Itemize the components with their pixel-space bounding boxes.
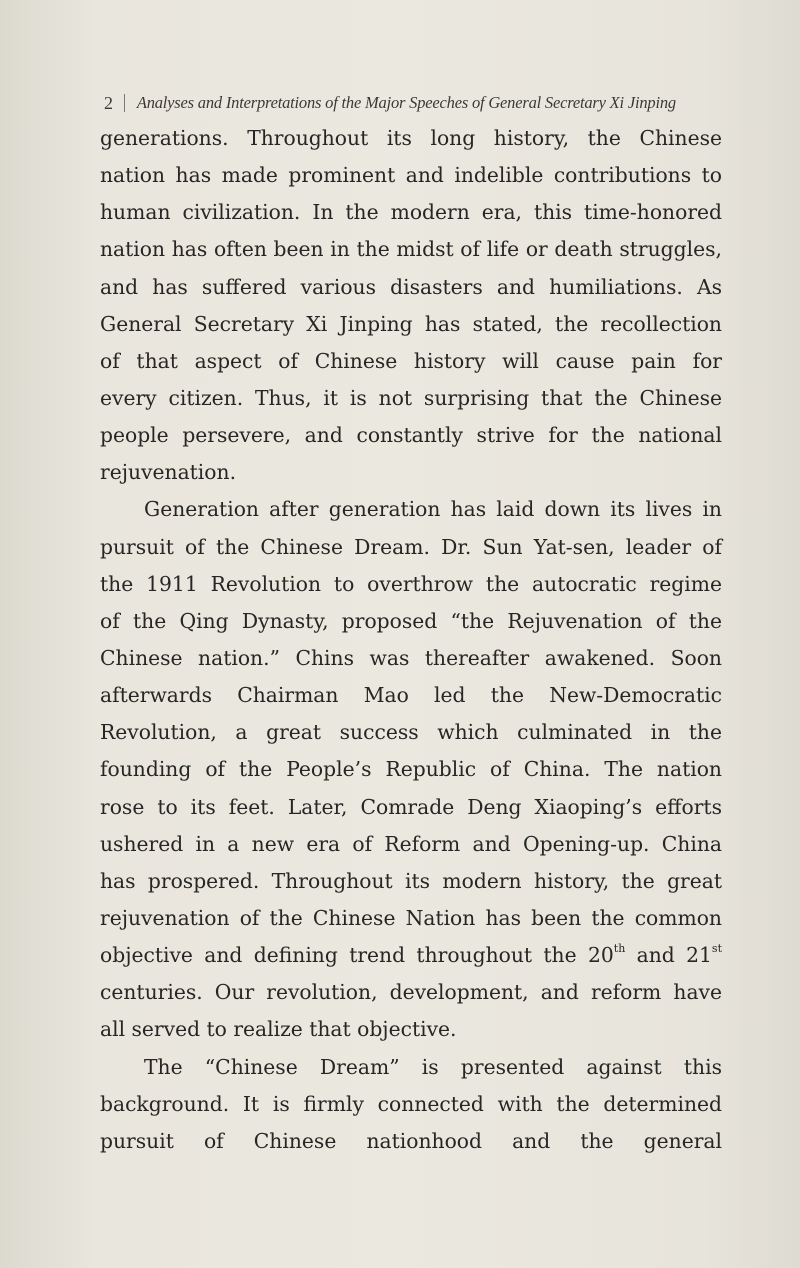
text-line: centuries. Our revolution, development, and reform have [100,980,722,1005]
text-line-centuries [100,937,722,974]
text-line: The “Chinese Dream” is presented against this [144,1054,722,1079]
paragraph-1 [100,120,722,491]
paragraph-2 [100,491,722,1048]
page-number: 2 [104,92,113,113]
text-line: rejuvenation. [100,460,237,485]
text-line: has prospered. Throughout its modern history, the great [100,868,722,893]
text-line: of the Qing Dynasty, proposed “the Rejuvenation of the [100,608,722,633]
text-line: all served to realize that objective. [100,1017,457,1042]
text-line: Generation after generation has laid down its lives in [144,497,722,522]
text-line: rose to its feet. Later, Comrade Deng Xiaoping’s efforts [100,794,722,819]
text-line: pursuit of the Chinese Dream. Dr. Sun Yat-sen, leader of [100,534,722,559]
superscript-th: th [613,942,626,956]
text-line: nation has made prominent and indelible contributions to [100,163,722,188]
superscript-st: st [711,942,722,956]
running-head [100,86,722,120]
text-line: rejuvenation of the Chinese Nation has been the common [100,905,722,930]
text-line: generations. Throughout its long history, the Chinese [100,126,722,150]
text-line: human civilization. In the modern era, this time-honored [100,200,722,225]
text-line: Revolution, a great success which culminated in the [100,720,722,745]
text-line: founding of the People’s Republic of China. The nation [100,757,722,782]
text-line: Chinese nation.” Chins was thereafter awakened. Soon [100,645,722,670]
text-line: ushered in a new era of Reform and Opening-up. China [100,831,722,856]
text-line: General Secretary Xi Jinping has stated, the recollection [100,311,722,336]
header-divider [124,94,125,112]
text-line: and has suffered various disasters and humiliations. As [100,274,722,299]
text-fragment: objective and defining trend throughout the 20 [100,943,614,968]
book-title: Analyses and Interpretations of the Major Speeches of General Secretary Xi Jinping [136,93,676,112]
text-line: the 1911 Revolution to overthrow the autocratic regime [100,571,722,596]
text-fragment: and 21 [625,943,712,968]
text-line: people persevere, and constantly strive for the national [100,423,722,448]
text-line: background. It is firmly connected with the determined [100,1091,722,1116]
text-line: of that aspect of Chinese history will cause pain for [100,348,722,373]
text-line: nation has often been in the midst of life or death struggles, [100,237,722,262]
paragraph-3 [100,1049,722,1160]
text-line: afterwards Chairman Mao led the New-Democratic [100,683,722,708]
book-page [100,86,722,1160]
text-line: every citizen. Thus, it is not surprising that the Chinese [100,385,722,410]
text-line: pursuit of Chinese nationhood and the general [100,1128,722,1153]
